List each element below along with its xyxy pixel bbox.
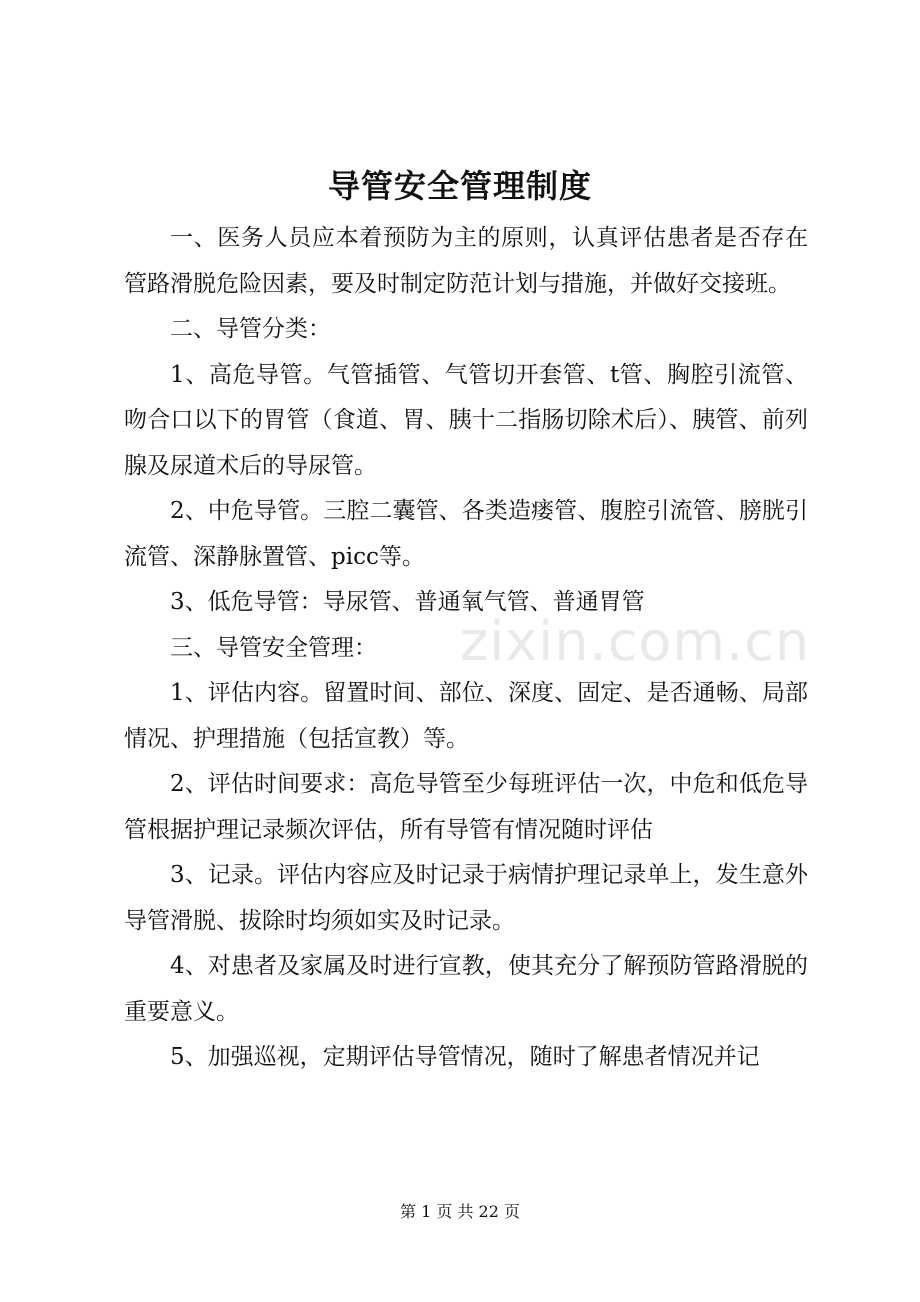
paragraph: 2、评估时间要求：高危导管至少每班评估一次，中危和低危导管根据护理记录频次评估，所有导管有情况随时评估	[124, 771, 808, 843]
paragraph: 5、加强巡视，定期评估导管情况，随时了解患者情况并记	[170, 1044, 760, 1070]
paragraph: 二、导管分类：	[170, 316, 331, 342]
paragraph: 3、记录。评估内容应及时记录于病情护理记录单上，发生意外导管滑脱、拔除时均须如实及时记录。	[124, 862, 808, 934]
watermark: zixin.com.cn	[460, 610, 811, 673]
paragraph: 一、医务人员应本着预防为主的原则，认真评估患者是否存在管路滑脱危险因素，要及时制定防范计划与措施，并做好交接班。	[124, 225, 808, 297]
paragraph: 1、高危导管。气管插管、气管切开套管、t管、胸腔引流管、吻合口以下的胃管（食道、胃、胰十二指肠切除术后）、胰管、前列腺及尿道术后的导尿管。	[124, 361, 808, 479]
paragraph: 1、评估内容。留置时间、部位、深度、固定、是否通畅、局部情况、护理措施（包括宣教）等。	[124, 680, 808, 752]
paragraph: 2、中危导管。三腔二囊管、各类造瘘管、腹腔引流管、膀胱引流管、深静脉置管、picc等。	[124, 498, 808, 570]
document-title: 导管安全管理制度	[327, 167, 592, 205]
paragraph: 3、低危导管：导尿管、普通氧气管、普通胃管	[170, 589, 645, 615]
paragraph: 三、导管安全管理：	[170, 634, 377, 661]
page-footer: 第 1 页 共 22 页	[400, 1202, 520, 1221]
paragraph: 4、对患者及家属及时进行宣教，使其充分了解预防管路滑脱的重要意义。	[124, 953, 808, 1025]
